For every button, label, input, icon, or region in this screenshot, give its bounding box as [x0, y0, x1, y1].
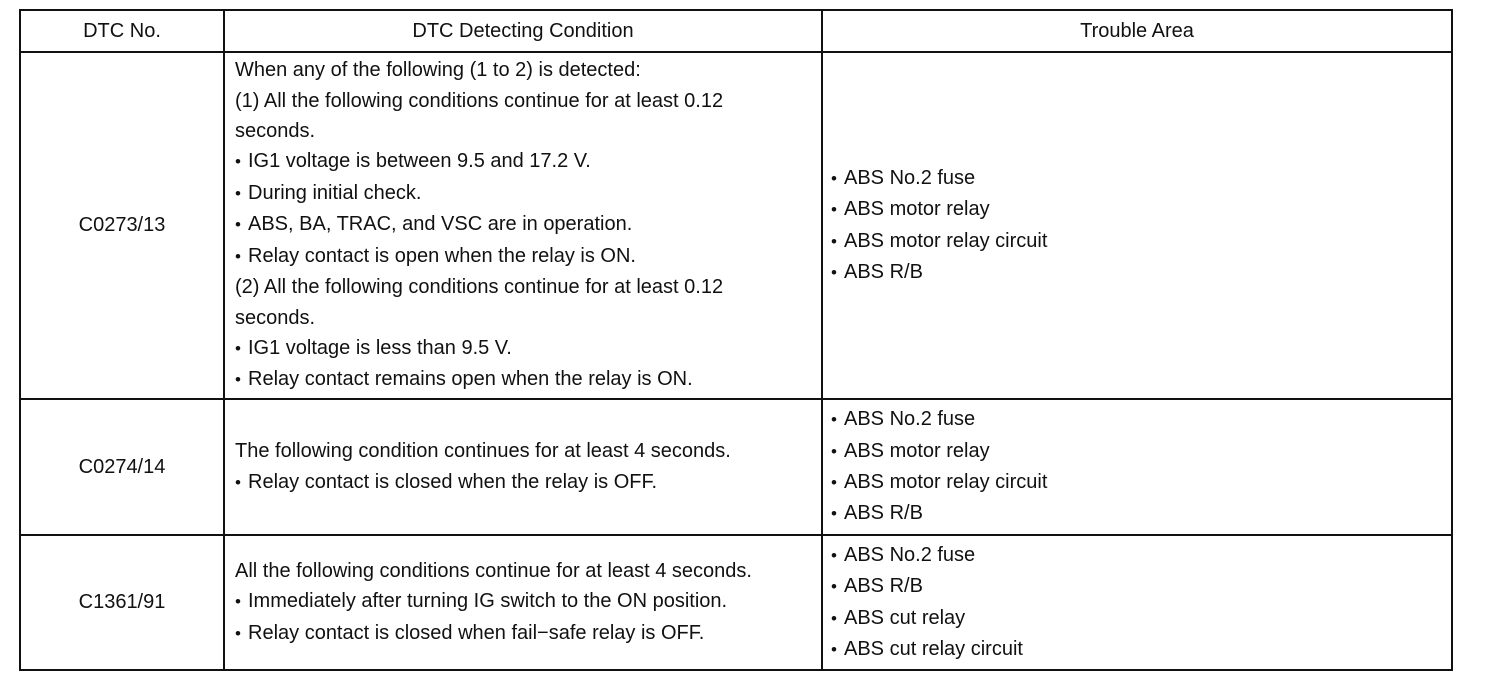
trouble-area-item: • ABS R/B	[831, 257, 1451, 288]
condition-line: seconds.	[235, 306, 316, 329]
condition-line: The following condition continues for at least 4 seconds.	[235, 440, 731, 463]
dtc-table	[19, 9, 1453, 671]
header-detecting-condition: DTC Detecting Condition	[224, 10, 822, 52]
trouble-area-item: • ABS R/B	[831, 571, 1451, 602]
trouble-area-list	[831, 404, 1451, 530]
header-dtc-no: DTC No.	[20, 10, 224, 52]
condition-line: When any of the following (1 to 2) is detected:	[235, 59, 641, 82]
trouble-area-item: • ABS No.2 fuse	[831, 540, 1451, 571]
table-row	[20, 535, 1452, 670]
detecting-condition	[224, 52, 822, 399]
trouble-area-item: • ABS motor relay circuit	[831, 226, 1451, 257]
trouble-area	[822, 52, 1452, 399]
condition-line: All the following conditions continue for at least 4 seconds.	[235, 559, 752, 582]
trouble-area-item: • ABS cut relay	[831, 603, 1451, 634]
trouble-area-item: • ABS motor relay	[831, 436, 1451, 467]
trouble-area-item: • ABS motor relay circuit	[831, 467, 1451, 498]
condition-bullet: • Relay contact remains open when the relay is ON.	[235, 364, 815, 395]
trouble-area-list	[831, 540, 1451, 666]
detecting-condition	[224, 535, 822, 670]
trouble-area	[822, 399, 1452, 535]
table-row	[20, 52, 1452, 399]
header-trouble-area: Trouble Area	[822, 10, 1452, 52]
dtc-code: C0273/13	[20, 52, 224, 399]
dtc-code: C0274/14	[20, 399, 224, 535]
condition-bullet: • Immediately after turning IG switch to the ON position.	[235, 586, 815, 617]
header-row	[20, 10, 1452, 52]
table-row	[20, 399, 1452, 535]
condition-bullet: • During initial check.	[235, 178, 815, 209]
trouble-area	[822, 535, 1452, 670]
trouble-area-item: • ABS motor relay	[831, 194, 1451, 225]
condition-bullet: • ABS, BA, TRAC, and VSC are in operation.	[235, 209, 815, 240]
trouble-area-item: • ABS cut relay circuit	[831, 634, 1451, 665]
condition-line: (1) All the following conditions continue for at least 0.12	[235, 89, 724, 112]
condition-bullet: • Relay contact is closed when fail−safe relay is OFF.	[235, 618, 815, 649]
detecting-condition	[224, 399, 822, 535]
condition-line: seconds.	[235, 120, 316, 143]
condition-line: (2) All the following conditions continue for at least 0.12	[235, 276, 724, 299]
condition-bullet: • Relay contact is open when the relay is ON.	[235, 241, 815, 272]
condition-bullet: • IG1 voltage is between 9.5 and 17.2 V.	[235, 146, 815, 177]
trouble-area-item: • ABS No.2 fuse	[831, 404, 1451, 435]
dtc-code: C1361/91	[20, 535, 224, 670]
condition-bullet: • Relay contact is closed when the relay is OFF.	[235, 467, 815, 498]
trouble-area-item: • ABS R/B	[831, 498, 1451, 529]
condition-bullet: • IG1 voltage is less than 9.5 V.	[235, 333, 815, 364]
trouble-area-item: • ABS No.2 fuse	[831, 163, 1451, 194]
trouble-area-list	[831, 163, 1451, 289]
